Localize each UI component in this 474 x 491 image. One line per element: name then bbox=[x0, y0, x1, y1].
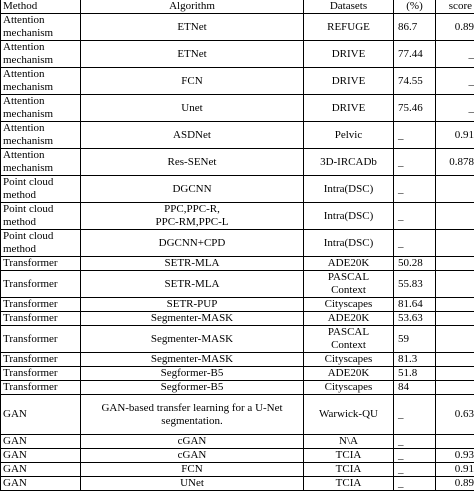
cell-method-line: Attention bbox=[3, 95, 78, 108]
cell-method-line: Point cloud bbox=[3, 230, 78, 243]
cell-method-line: Transformer bbox=[3, 257, 78, 270]
cell-metric2 bbox=[436, 367, 474, 381]
cell-algorithm-line: Segmenter-MASK bbox=[83, 312, 301, 325]
cell-dataset bbox=[304, 95, 394, 122]
table-row bbox=[1, 257, 474, 271]
cell-dataset-line: DRIVE bbox=[306, 75, 391, 88]
cell-dataset bbox=[304, 381, 394, 395]
cell-method bbox=[1, 95, 81, 122]
cell-dataset-line: Cityscapes bbox=[306, 298, 391, 311]
cell-algorithm-line: DGCNN+CPD bbox=[83, 237, 301, 250]
cell-method bbox=[1, 312, 81, 326]
cell-metric2: _ bbox=[436, 68, 474, 95]
cell-metric1: _ bbox=[394, 477, 436, 491]
cell-method bbox=[1, 449, 81, 463]
cell-dataset bbox=[304, 449, 394, 463]
cell-method-line: Attention bbox=[3, 41, 78, 54]
table-row bbox=[1, 395, 474, 435]
cell-algorithm-line: SETR-PUP bbox=[83, 298, 301, 311]
cell-dataset bbox=[304, 477, 394, 491]
cell-method-line: GAN bbox=[3, 408, 78, 421]
cell-method bbox=[1, 477, 81, 491]
cell-algorithm bbox=[81, 257, 304, 271]
cell-dataset bbox=[304, 463, 394, 477]
cell-dataset-line: PASCAL bbox=[306, 326, 391, 339]
cell-algorithm-line: segmentation. bbox=[83, 415, 301, 428]
cell-dataset bbox=[304, 271, 394, 298]
table-row bbox=[1, 381, 474, 395]
cell-metric1: 51.8 bbox=[394, 367, 436, 381]
table-row bbox=[1, 463, 474, 477]
cell-dataset-line: Cityscapes bbox=[306, 381, 391, 394]
cell-algorithm-line: cGAN bbox=[83, 435, 301, 448]
cell-algorithm-line: Unet bbox=[83, 102, 301, 115]
cell-method bbox=[1, 271, 81, 298]
cell-metric1: _ bbox=[394, 449, 436, 463]
cell-algorithm bbox=[81, 477, 304, 491]
cell-metric1: _ bbox=[394, 230, 436, 257]
header-metric2 bbox=[436, 0, 474, 14]
table-row bbox=[1, 312, 474, 326]
cell-metric2: 0.93 bbox=[436, 449, 474, 463]
cell-metric2: _ bbox=[436, 95, 474, 122]
cell-method-line: Transformer bbox=[3, 278, 78, 291]
table-row bbox=[1, 95, 474, 122]
table-row bbox=[1, 203, 474, 230]
cell-method-line: Point cloud bbox=[3, 176, 78, 189]
cell-dataset bbox=[304, 203, 394, 230]
cell-method bbox=[1, 463, 81, 477]
cell-method bbox=[1, 395, 81, 435]
cell-algorithm bbox=[81, 367, 304, 381]
table-row bbox=[1, 326, 474, 353]
cell-algorithm-line: GAN-based transfer learning for a U-Net bbox=[83, 402, 301, 415]
cell-algorithm bbox=[81, 449, 304, 463]
cell-dataset bbox=[304, 176, 394, 203]
cell-method-line: GAN bbox=[3, 435, 78, 448]
cell-algorithm bbox=[81, 271, 304, 298]
cell-dataset-line: Cityscapes bbox=[306, 353, 391, 366]
cell-metric2 bbox=[436, 312, 474, 326]
cell-algorithm bbox=[81, 395, 304, 435]
cell-method-line: Attention bbox=[3, 68, 78, 81]
table-row bbox=[1, 176, 474, 203]
cell-dataset-line: REFUGE bbox=[306, 21, 391, 34]
cell-metric1: _ bbox=[394, 463, 436, 477]
header-method: Method bbox=[1, 0, 81, 14]
table-row bbox=[1, 149, 474, 176]
cell-algorithm bbox=[81, 122, 304, 149]
cell-algorithm bbox=[81, 326, 304, 353]
cell-method bbox=[1, 149, 81, 176]
header-algorithm: Algorithm bbox=[81, 0, 304, 14]
cell-dataset-line: Context bbox=[306, 284, 391, 297]
cell-dataset bbox=[304, 395, 394, 435]
cell-algorithm bbox=[81, 312, 304, 326]
cell-algorithm bbox=[81, 230, 304, 257]
cell-metric2 bbox=[436, 230, 474, 257]
cell-dataset bbox=[304, 326, 394, 353]
cell-algorithm bbox=[81, 14, 304, 41]
cell-metric1: 53.63 bbox=[394, 312, 436, 326]
table-row bbox=[1, 353, 474, 367]
cell-metric2 bbox=[436, 381, 474, 395]
cell-method-line: Attention bbox=[3, 122, 78, 135]
cell-dataset bbox=[304, 68, 394, 95]
cell-dataset-line: Intra(DSC) bbox=[306, 183, 391, 196]
cell-dataset bbox=[304, 257, 394, 271]
cell-algorithm-line: cGAN bbox=[83, 449, 301, 462]
cell-metric2: 0.63 bbox=[436, 395, 474, 435]
table-row bbox=[1, 477, 474, 491]
cell-dataset-line: Intra(DSC) bbox=[306, 237, 391, 250]
cell-dataset bbox=[304, 298, 394, 312]
cell-metric1: 75.46 bbox=[394, 95, 436, 122]
cell-dataset bbox=[304, 122, 394, 149]
cell-method-line: method bbox=[3, 216, 78, 229]
cell-method-line: method bbox=[3, 243, 78, 256]
cell-method-line: Transformer bbox=[3, 353, 78, 366]
cell-dataset-line: DRIVE bbox=[306, 102, 391, 115]
cell-method-line: mechanism bbox=[3, 54, 78, 67]
table-row bbox=[1, 230, 474, 257]
cell-dataset-line: DRIVE bbox=[306, 48, 391, 61]
cell-algorithm bbox=[81, 149, 304, 176]
cell-method bbox=[1, 41, 81, 68]
cell-metric1: 81.3 bbox=[394, 353, 436, 367]
cell-algorithm-line: Segformer-B5 bbox=[83, 367, 301, 380]
cell-dataset bbox=[304, 353, 394, 367]
cell-dataset-line: TCIA bbox=[306, 449, 391, 462]
cell-algorithm bbox=[81, 176, 304, 203]
cell-method bbox=[1, 367, 81, 381]
cell-dataset-line: Pelvic bbox=[306, 129, 391, 142]
cell-method-line: Point cloud bbox=[3, 203, 78, 216]
header-metric1 bbox=[394, 0, 436, 14]
cell-metric2 bbox=[436, 203, 474, 230]
cell-metric1: 86.7 bbox=[394, 14, 436, 41]
cell-metric1: 77.44 bbox=[394, 41, 436, 68]
cell-method bbox=[1, 435, 81, 449]
cell-metric1: _ bbox=[394, 435, 436, 449]
cell-method-line: Transformer bbox=[3, 333, 78, 346]
cell-algorithm bbox=[81, 298, 304, 312]
cell-method-line: method bbox=[3, 189, 78, 202]
cell-method bbox=[1, 176, 81, 203]
cell-metric2: 0.89 bbox=[436, 477, 474, 491]
cell-algorithm bbox=[81, 95, 304, 122]
cell-metric2 bbox=[436, 298, 474, 312]
cell-method-line: Attention bbox=[3, 14, 78, 27]
cell-method-line: Attention bbox=[3, 149, 78, 162]
cell-dataset-line: 3D-IRCADb bbox=[306, 156, 391, 169]
cell-metric2 bbox=[436, 326, 474, 353]
cell-method-line: mechanism bbox=[3, 162, 78, 175]
cell-algorithm-line: DGCNN bbox=[83, 183, 301, 196]
cell-metric2: 0.91 bbox=[436, 463, 474, 477]
cell-method bbox=[1, 381, 81, 395]
cell-algorithm-line: UNet bbox=[83, 477, 301, 490]
cell-metric2: _ bbox=[436, 41, 474, 68]
cell-algorithm-line: PPC,PPC-R, bbox=[83, 203, 301, 216]
cell-method bbox=[1, 203, 81, 230]
cell-dataset-line: Intra(DSC) bbox=[306, 210, 391, 223]
cell-algorithm-line: Segformer-B5 bbox=[83, 381, 301, 394]
cell-algorithm bbox=[81, 435, 304, 449]
cell-metric2 bbox=[436, 353, 474, 367]
cell-algorithm-line: Segmenter-MASK bbox=[83, 353, 301, 366]
table-body bbox=[1, 14, 474, 491]
header-metric2-line2: score bbox=[438, 0, 472, 13]
cell-method bbox=[1, 353, 81, 367]
cell-method-line: Transformer bbox=[3, 381, 78, 394]
table-header-row bbox=[1, 0, 474, 14]
cell-method bbox=[1, 122, 81, 149]
table-row bbox=[1, 68, 474, 95]
cell-method bbox=[1, 14, 81, 41]
cell-dataset bbox=[304, 367, 394, 381]
table-row bbox=[1, 435, 474, 449]
cell-metric1: 50.28 bbox=[394, 257, 436, 271]
cell-method-line: GAN bbox=[3, 477, 78, 490]
cell-dataset bbox=[304, 312, 394, 326]
cell-metric1: 55.83 bbox=[394, 271, 436, 298]
cell-metric2: 0.91 bbox=[436, 122, 474, 149]
cell-dataset bbox=[304, 41, 394, 68]
header-metric1-line2: (%) bbox=[396, 0, 433, 13]
cell-method-line: Transformer bbox=[3, 312, 78, 325]
cell-algorithm-line: SETR-MLA bbox=[83, 257, 301, 270]
cell-dataset bbox=[304, 14, 394, 41]
cell-metric2 bbox=[436, 435, 474, 449]
cell-metric1: 84 bbox=[394, 381, 436, 395]
cell-dataset-line: Context bbox=[306, 339, 391, 352]
cell-metric1: 81.64 bbox=[394, 298, 436, 312]
cell-dataset-line: TCIA bbox=[306, 477, 391, 490]
cell-method-line: Transformer bbox=[3, 367, 78, 380]
cell-method bbox=[1, 68, 81, 95]
cell-method-line: mechanism bbox=[3, 108, 78, 121]
cell-method-line: mechanism bbox=[3, 27, 78, 40]
table-row bbox=[1, 449, 474, 463]
cell-metric2: 0.878 bbox=[436, 149, 474, 176]
cell-dataset-line: ADE20K bbox=[306, 312, 391, 325]
header-datasets: Datasets bbox=[304, 0, 394, 14]
cell-dataset-line: N\A bbox=[306, 435, 391, 448]
cell-algorithm bbox=[81, 381, 304, 395]
table-row bbox=[1, 271, 474, 298]
cell-metric1: _ bbox=[394, 176, 436, 203]
cell-metric1: _ bbox=[394, 395, 436, 435]
cell-metric2 bbox=[436, 271, 474, 298]
cell-metric2 bbox=[436, 176, 474, 203]
cell-method bbox=[1, 326, 81, 353]
cell-metric2 bbox=[436, 257, 474, 271]
cell-method bbox=[1, 298, 81, 312]
cell-dataset bbox=[304, 435, 394, 449]
cell-method-line: mechanism bbox=[3, 81, 78, 94]
table-row bbox=[1, 14, 474, 41]
cell-dataset-line: Warwick-QU bbox=[306, 408, 391, 421]
cell-dataset bbox=[304, 230, 394, 257]
cell-metric2: 0.89 bbox=[436, 14, 474, 41]
cell-algorithm bbox=[81, 463, 304, 477]
cell-algorithm bbox=[81, 353, 304, 367]
cell-dataset-line: ADE20K bbox=[306, 257, 391, 270]
cell-algorithm-line: Res-SENet bbox=[83, 156, 301, 169]
cell-dataset bbox=[304, 149, 394, 176]
cell-algorithm-line: ETNet bbox=[83, 21, 301, 34]
cell-algorithm-line: FCN bbox=[83, 463, 301, 476]
cell-metric1: _ bbox=[394, 203, 436, 230]
cell-algorithm-line: FCN bbox=[83, 75, 301, 88]
cell-metric1: _ bbox=[394, 149, 436, 176]
cell-method-line: GAN bbox=[3, 463, 78, 476]
cell-metric1: _ bbox=[394, 122, 436, 149]
cell-algorithm-line: SETR-MLA bbox=[83, 278, 301, 291]
cell-method-line: GAN bbox=[3, 449, 78, 462]
cell-algorithm-line: Segmenter-MASK bbox=[83, 333, 301, 346]
cell-metric1: 59 bbox=[394, 326, 436, 353]
cell-algorithm-line: PPC-RM,PPC-L bbox=[83, 216, 301, 229]
cell-method bbox=[1, 230, 81, 257]
table-row bbox=[1, 367, 474, 381]
cell-method bbox=[1, 257, 81, 271]
cell-algorithm bbox=[81, 203, 304, 230]
cell-algorithm-line: ETNet bbox=[83, 48, 301, 61]
cell-dataset-line: TCIA bbox=[306, 463, 391, 476]
table-row bbox=[1, 122, 474, 149]
cell-algorithm bbox=[81, 41, 304, 68]
table-row bbox=[1, 41, 474, 68]
cell-dataset-line: ADE20K bbox=[306, 367, 391, 380]
cell-metric1: 74.55 bbox=[394, 68, 436, 95]
cell-method-line: mechanism bbox=[3, 135, 78, 148]
cell-algorithm bbox=[81, 68, 304, 95]
cell-method-line: Transformer bbox=[3, 298, 78, 311]
table-row bbox=[1, 298, 474, 312]
cell-algorithm-line: ASDNet bbox=[83, 129, 301, 142]
cell-dataset-line: PASCAL bbox=[306, 271, 391, 284]
